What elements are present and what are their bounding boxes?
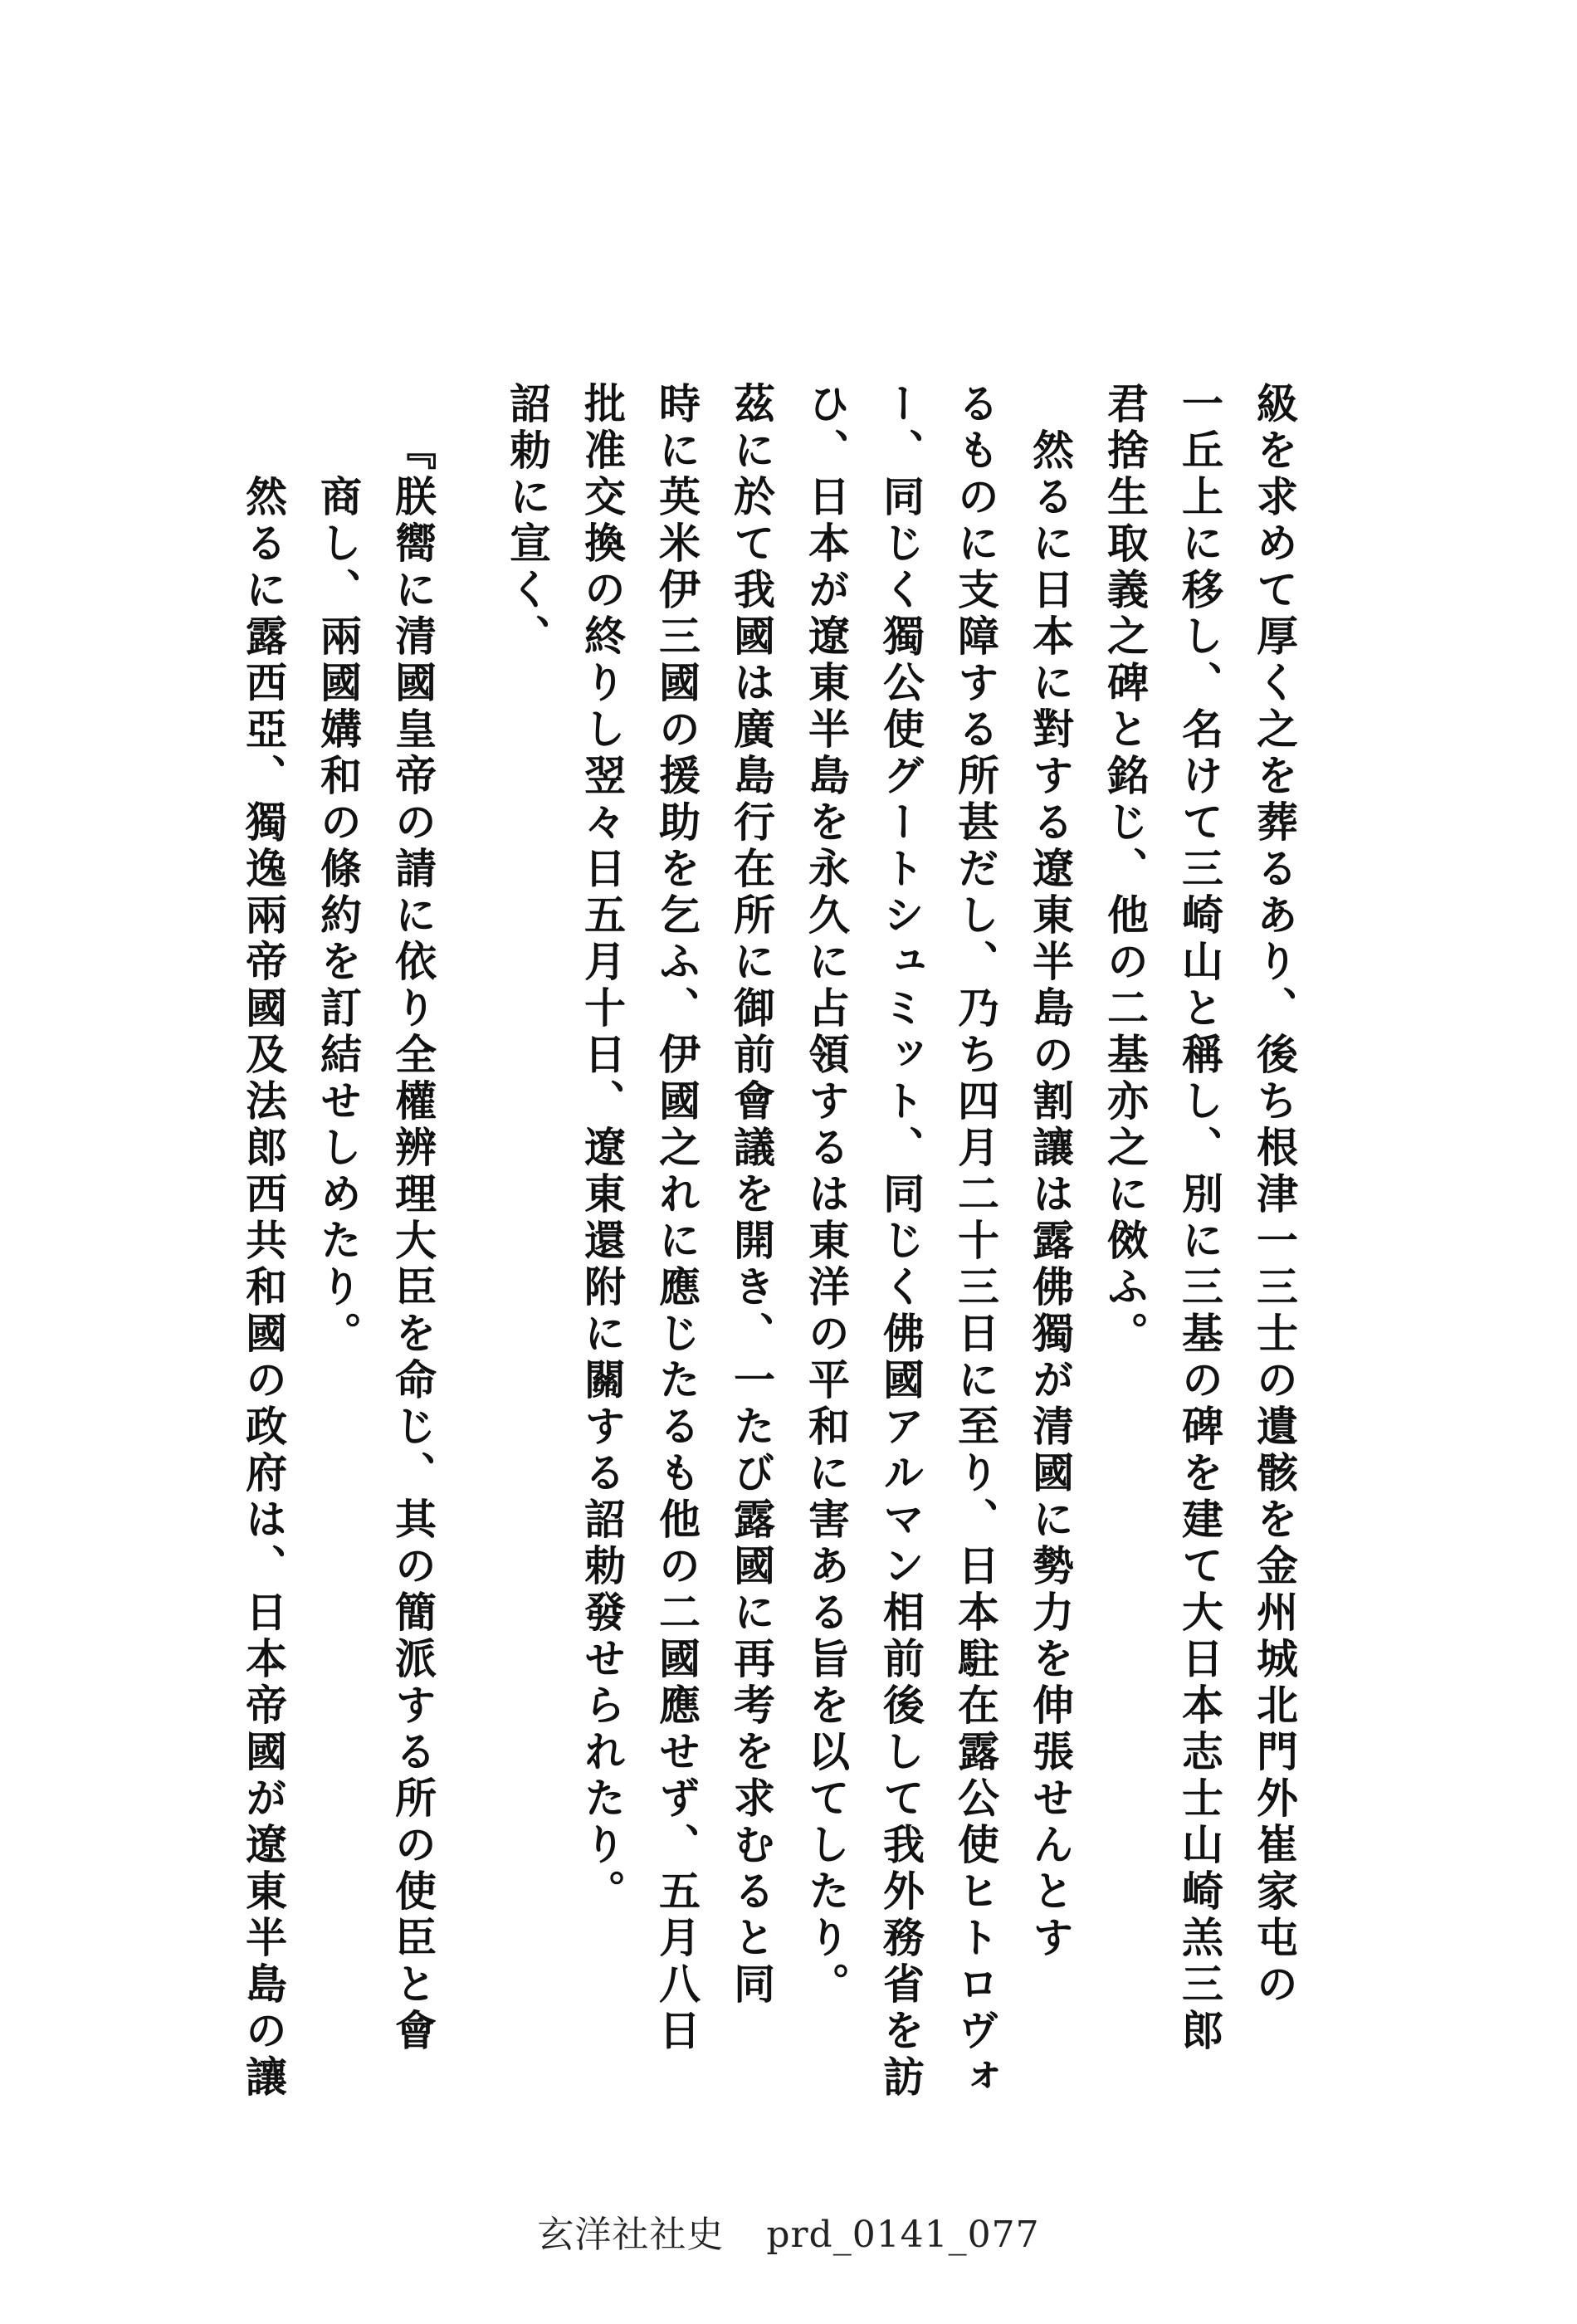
text-line: 然るに日本に對する遼東半島の割讓は露佛獨が清國に勢力を伸張せんとす [1026,428,1075,1962]
quoted-text-line: 『朕嚮に清國皇帝の請に依り全權辨理大臣を命じ、其の簡派する所の使臣と會 [388,428,437,2055]
text-line: 時に英米伊三國の援助を乞ふ、伊國之れに應じたるも他の二國應せず、五月八日 [652,382,701,2055]
text-line: 一丘上に移し、名けて三崎山と稱し、別に三基の碑を建て大日本志士山崎羔三郎 [1175,382,1224,2055]
page-footer [0,2204,1577,2258]
text-line: 級を求めて厚く之を葬るあり、後ち根津一三士の遺骸を金州城北門外崔家屯の [1250,382,1299,2009]
paragraph-gap [450,382,490,1967]
footer-page-id: prd_0141_077 [766,2214,1040,2256]
text-line: 批准交換の終りし翌々日五月十日、遼東還附に關する詔勅發せられたり。 [578,382,627,1916]
quoted-text-line: 然るに露西亞、獨逸兩帝國及法郎西共和國の政府は、日本帝國が遼東半島の讓 [239,475,288,2102]
body-text [226,382,1311,2102]
text-line: 茲に於て我國は廣島行在所に御前會議を開き、一たび露國に再考を求むると同 [727,382,776,2009]
text-line: ひ、日本が遼東半島を永久に占領するは東洋の平和に害ある旨を以てしたり。 [802,382,851,2009]
text-line: 君捨生取義之碑と銘じ、他の二基亦之に傚ふ。 [1101,382,1150,1358]
text-line: ー、同じく獨公使グートシュミット、同じく佛國アルマン相前後して我外務省を訪 [876,382,925,2102]
footer-collection-title: 玄洋社社史 [537,2214,725,2256]
text-line: るものに支障する所甚だし、乃ち四月二十三日に至り、日本駐在露公使ヒトロヴォ [951,382,1000,2102]
quoted-text-line: 商し、兩國媾和の條約を訂結せしめたり。 [314,475,363,1358]
text-line: 詔勅に宣く、 [503,382,552,661]
